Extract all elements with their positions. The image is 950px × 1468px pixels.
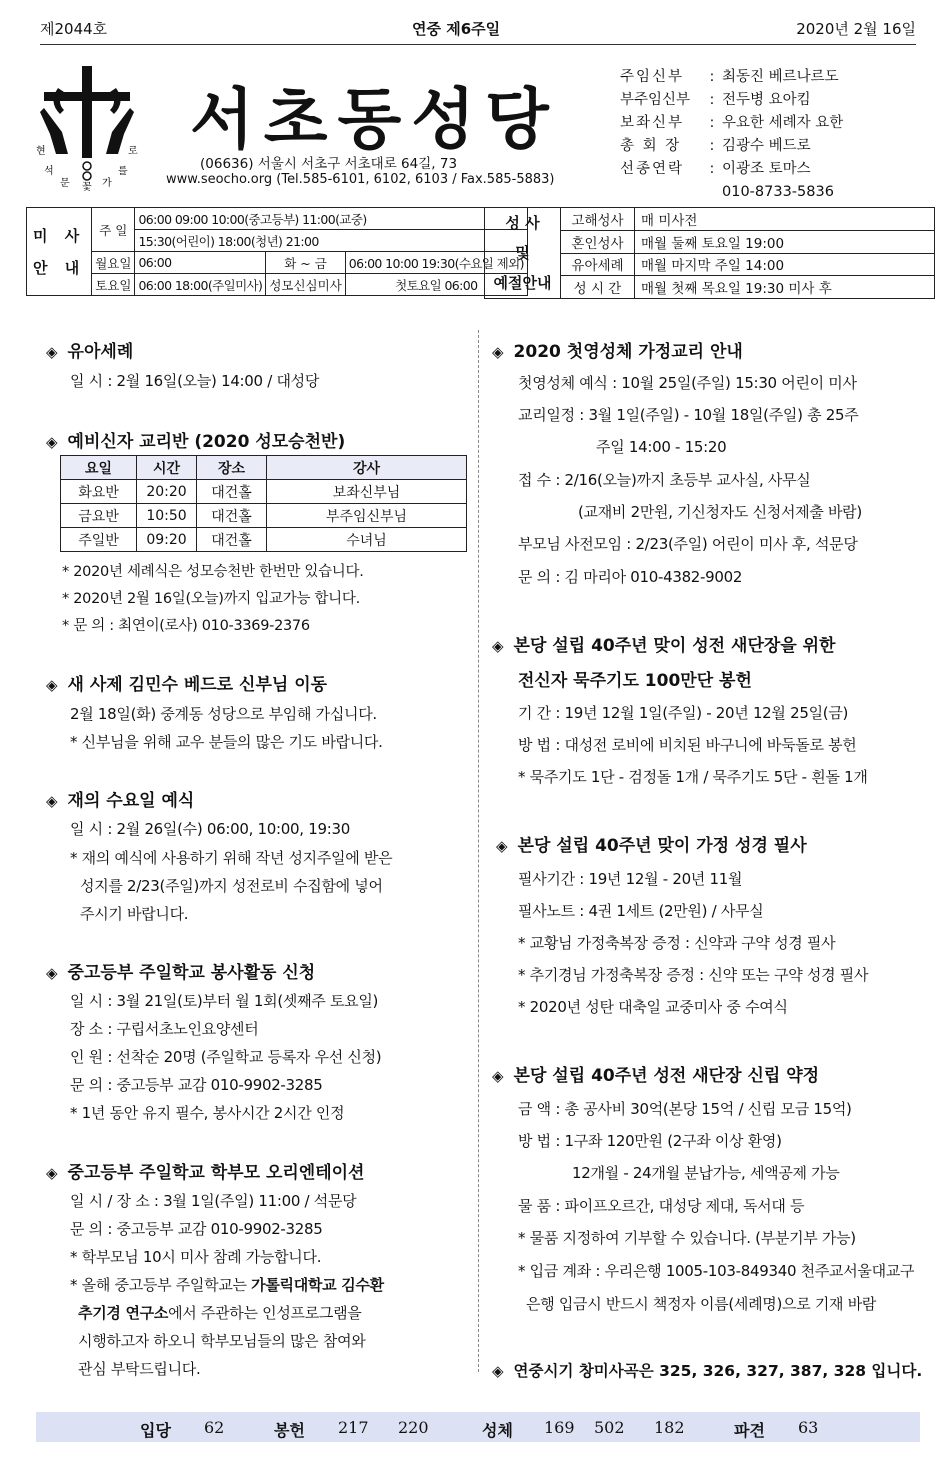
first-communion-contact: 문 의 : 김 마리아 010-4382-9002 — [518, 568, 743, 586]
new-priest-detail: 2월 18일(화) 중계동 성당으로 부임해 가십니다. — [70, 705, 377, 723]
volunteer-note: * 1년 동안 유지 필수, 봉사시간 2시간 인정 — [70, 1104, 345, 1122]
first-communion-detail: (교재비 2만원, 기신청자도 신청서제출 바람) — [578, 503, 862, 521]
pledge-detail: 12개월 - 24개월 분납가능, 세액공제 가능 — [572, 1164, 840, 1182]
table-row: 금요반 10:50 대건홀 부주임신부님 — [61, 504, 467, 528]
bible-copying-note: * 2020년 성탄 대축일 교중미사 중 수여식 — [518, 998, 788, 1016]
orientation-note: 관심 부탁드립니다. — [78, 1360, 201, 1378]
svg-text:가: 가 — [102, 178, 112, 189]
section-ash-wednesday: ◈ 재의 수요일 예식 — [46, 791, 195, 811]
section-infant-baptism: ◈ 유아세례 — [46, 342, 134, 362]
tue-fri-time: 06:00 10:00 19:30(수요일 제외) — [345, 252, 527, 274]
ash-wednesday-time: 일 시 : 2월 26일(수) 06:00, 10:00, 19:30 — [70, 820, 350, 838]
col-header: 시간 — [137, 456, 197, 480]
sacrament-table — [484, 207, 935, 299]
staff-row: 주임신부 : 최동진 베르나르도 — [620, 69, 839, 85]
staff-list — [620, 66, 843, 204]
offertory-number: 220 — [398, 1418, 429, 1437]
bulletin-header — [40, 18, 916, 42]
sacrament-name: 유아세례 — [561, 253, 635, 276]
volunteer-contact: 문 의 : 중고등부 교감 010-9902-3285 — [70, 1076, 323, 1094]
catechism-contact: * 문 의 : 최연이(로사) 010-3369-2376 — [62, 618, 310, 634]
catechism-note: * 2020년 세례식은 성모승천반 한번만 있습니다. — [62, 564, 364, 580]
sacrament-name: 성 시 간 — [561, 276, 635, 299]
orientation-note: * 올해 중고등부 주일학교는 가톨릭대학교 김수환 — [70, 1276, 384, 1294]
ash-wednesday-note: 성지를 2/23(주일)까지 성전로비 수집함에 넣어 — [80, 877, 383, 895]
svg-text:로: 로 — [128, 146, 138, 157]
entrance-label: 입당 — [140, 1421, 171, 1440]
first-communion-detail: 첫영성체 예식 : 10월 25일(주일) 15:30 어린이 미사 — [518, 374, 857, 392]
header-divider — [40, 44, 916, 45]
monday-label: 월요일 — [92, 252, 135, 274]
col-header: 강사 — [267, 456, 467, 480]
catechism-note: * 2020년 2월 16일(오늘)까지 입교가능 합니다. — [62, 591, 360, 607]
svg-text:를: 를 — [118, 166, 128, 177]
volunteer-place: 장 소 : 구립서초노인요양센터 — [70, 1020, 259, 1038]
orientation-contact: 문 의 : 중고등부 교감 010-9902-3285 — [70, 1220, 323, 1238]
pledge-note: * 물품 지정하여 기부할 수 있습니다. (부분기부 가능) — [518, 1229, 856, 1247]
mass-guide-heading: 미 사 안 내 — [27, 208, 92, 296]
sacrament-time: 매월 마지막 주일 14:00 — [635, 253, 935, 276]
svg-text:석: 석 — [44, 166, 54, 177]
first-saturday-time: 첫토요일 06:00 — [345, 274, 527, 296]
staff-row: 부주임신부 : 전두병 요아킴 — [620, 92, 811, 108]
parish-logo — [34, 62, 144, 192]
saturday-marian-mass: 성모신심미사 — [266, 274, 345, 296]
mass-hymn-bar — [36, 1412, 920, 1442]
communion-label: 성체 — [482, 1421, 513, 1440]
sacrament-time: 매월 둘째 토요일 19:00 — [635, 230, 935, 253]
section-mass-songs: ◈ 연중시기 창미사곡은 325, 326, 327, 387, 328 입니다. — [492, 1362, 923, 1380]
parish-name: 서초동성당 — [190, 81, 559, 158]
bulletin-date: 2020년 2월 16일 — [796, 20, 916, 38]
sunday-times-1: 06:00 09:00 10:00(중고등부) 11:00(교중) — [135, 208, 527, 230]
ash-wednesday-note: 주시기 바랍니다. — [80, 905, 189, 923]
liturgical-week: 연중 제6주일 — [412, 20, 501, 38]
bible-copying-detail: 필사기간 : 19년 12월 - 20년 11월 — [518, 870, 743, 888]
column-divider — [478, 330, 479, 1372]
section-first-communion: ◈ 2020 첫영성체 가정교리 안내 — [492, 342, 743, 362]
recessional-label: 파견 — [734, 1421, 765, 1440]
volunteer-date: 일 시 : 3월 21일(토)부터 월 1회(셋째주 토요일) — [70, 992, 379, 1010]
monday-time: 06:00 — [135, 252, 266, 274]
sunday-times-2: 15:30(어린이) 18:00(청년) 21:00 — [135, 230, 527, 252]
parish-address: (06636) 서울시 서초구 서초대로 64길, 73 — [200, 156, 458, 172]
saturday-time: 06:00 18:00(주일미사) — [135, 274, 266, 296]
recessional-number: 63 — [798, 1418, 819, 1437]
svg-text:현: 현 — [36, 146, 46, 157]
orientation-datetime: 일 시 / 장 소 : 3월 1일(주일) 11:00 / 석문당 — [70, 1192, 357, 1210]
new-priest-note: * 신부님을 위해 교우 분들의 많은 기도 바랍니다. — [70, 733, 383, 751]
first-communion-detail: 부모님 사전모임 : 2/23(주일) 어린이 미사 후, 석문당 — [518, 535, 858, 553]
section-catechumen-class: ◈ 예비신자 교리반 (2020 성모승천반) — [46, 432, 346, 452]
section-parent-orientation: ◈ 중고등부 주일학교 학부모 오리엔테이션 — [46, 1163, 365, 1183]
rosary-detail: 기 간 : 19년 12월 1일(주일) - 20년 12월 25일(금) — [518, 704, 849, 722]
catechism-table — [60, 455, 467, 552]
infant-baptism-detail: 일 시 : 2월 16일(오늘) 14:00 / 대성당 — [70, 372, 320, 390]
first-communion-detail: 접 수 : 2/16(오늘)까지 초등부 교사실, 사무실 — [518, 471, 811, 489]
col-header: 장소 — [197, 456, 267, 480]
saturday-label: 토요일 — [92, 274, 135, 296]
volunteer-quota: 인 원 : 선착순 20명 (주일학교 등록자 우선 신청) — [70, 1048, 382, 1066]
pledge-account-note: 은행 입금시 반드시 책정자 이름(세례명)으로 기재 바람 — [526, 1295, 877, 1313]
svg-text:꽃: 꽃 — [82, 182, 92, 192]
sacrament-time: 매 미사전 — [635, 208, 935, 231]
pledge-detail: 물 품 : 파이프오르간, 대성당 제대, 독서대 등 — [518, 1197, 805, 1215]
sacrament-time: 매월 첫째 목요일 19:30 미사 후 — [635, 276, 935, 299]
section-rosary-campaign-subtitle: 전신자 묵주기도 100만단 봉헌 — [518, 671, 752, 691]
rosary-detail: 방 법 : 대성전 로비에 비치된 바구니에 바둑돌로 봉헌 — [518, 736, 857, 754]
orientation-note: 시행하고자 하오니 학부모님들의 많은 참여와 — [78, 1332, 366, 1350]
section-youth-volunteer: ◈ 중고등부 주일학교 봉사활동 신청 — [46, 963, 316, 983]
first-communion-detail: 교리일정 : 3월 1일(주일) - 10월 18일(주일) 총 25주 — [518, 406, 859, 424]
staff-phone: 010-8733-5836 — [722, 184, 834, 200]
offertory-label: 봉헌 — [274, 1421, 305, 1440]
section-renovation-pledge: ◈ 본당 설립 40주년 성전 새단장 신립 약정 — [492, 1066, 820, 1086]
issue-number: 제2044호 — [40, 20, 108, 38]
parish-website-contact[interactable]: www.seocho.org (Tel.585-6101, 6102, 6103 / Fax.585-5883) — [166, 172, 555, 187]
communion-number: 182 — [654, 1418, 685, 1437]
pledge-account: * 입금 계좌 : 우리은행 1005-103-849340 천주교서울대교구 — [518, 1262, 915, 1280]
mass-schedule-table — [26, 207, 528, 296]
cross-hands-icon — [34, 62, 144, 192]
tue-fri-label: 화 ~ 금 — [266, 252, 345, 274]
rosary-note: * 묵주기도 1단 - 검정돌 1개 / 묵주기도 5단 - 흰돌 1개 — [518, 768, 868, 786]
ash-wednesday-note: * 재의 예식에 사용하기 위해 작년 성지주일에 받은 — [70, 849, 393, 867]
col-header: 요일 — [61, 456, 137, 480]
svg-text:문: 문 — [60, 178, 70, 189]
orientation-note: * 학부모님 10시 미사 참례 가능합니다. — [70, 1248, 322, 1266]
pledge-detail: 방 법 : 1구좌 120만원 (2구좌 이상 환영) — [518, 1132, 782, 1150]
entrance-number: 62 — [204, 1418, 225, 1437]
communion-number: 169 — [544, 1418, 575, 1437]
first-communion-detail: 주일 14:00 - 15:20 — [596, 438, 727, 456]
communion-number: 502 — [594, 1418, 625, 1437]
section-bible-copying: ◈ 본당 설립 40주년 맞이 가정 성경 필사 — [496, 836, 807, 856]
staff-row: 선종연락 : 이광조 토마스 — [620, 161, 811, 177]
bible-copying-detail: 필사노트 : 4권 1세트 (2만원) / 사무실 — [518, 902, 764, 920]
pledge-detail: 금 액 : 총 공사비 30억(본당 15억 / 신립 모금 15억) — [518, 1100, 852, 1118]
sacrament-name: 고해성사 — [561, 208, 635, 231]
table-row: 주일반 09:20 대건홀 수녀님 — [61, 528, 467, 552]
offertory-number: 217 — [338, 1418, 369, 1437]
bible-copying-note: * 추기경님 가정축복장 증정 : 신약 또는 구약 성경 필사 — [518, 966, 869, 984]
sunday-label: 주 일 — [92, 208, 135, 252]
sacrament-name: 혼인성사 — [561, 230, 635, 253]
section-new-priest: ◈ 새 사제 김민수 베드로 신부님 이동 — [46, 675, 328, 695]
staff-row: 총 회 장 : 김광수 베드로 — [620, 138, 811, 154]
table-row: 화요반 20:20 대건홀 보좌신부님 — [61, 480, 467, 504]
sacrament-guide-heading: 성 사 및 예절안내 — [485, 208, 561, 299]
section-rosary-campaign: ◈ 본당 설립 40주년 맞이 성전 새단장을 위한 — [492, 636, 836, 656]
staff-row: 보좌신부 : 우요한 세례자 요한 — [620, 115, 844, 131]
orientation-note: 추기경 연구소에서 주관하는 인성프로그램을 — [78, 1304, 362, 1322]
bible-copying-note: * 교황님 가정축복장 증정 : 신약과 구약 성경 필사 — [518, 934, 836, 952]
